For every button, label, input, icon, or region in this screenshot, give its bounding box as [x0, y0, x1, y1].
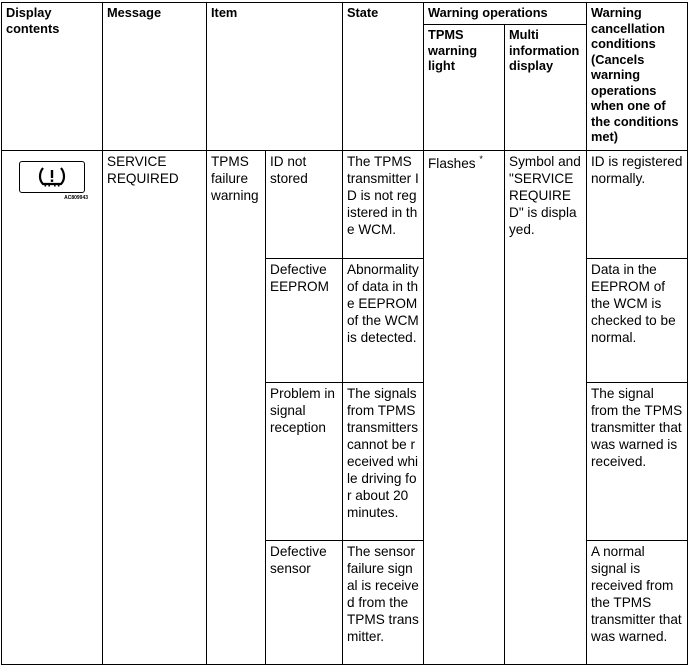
message-cell: SERVICE REQUIRED: [103, 151, 207, 665]
state-cell: The signals from TPMS transmitters cannot be received while driving for about 20 minutes.: [343, 383, 424, 541]
tpms-light-value: Flashes: [428, 156, 476, 171]
header-warning-operations: Warning operations: [424, 3, 587, 25]
state-cell: The sensor failure signal is received from the TPMS transmitter.: [343, 541, 424, 665]
tpms-light-cell: [424, 151, 505, 665]
header-state: State: [343, 3, 424, 151]
header-multi-information-display: Multi information display: [505, 25, 587, 151]
item-cell: TPMS failure warning: [207, 151, 266, 665]
footnote-mark: *: [479, 154, 483, 164]
state-cell: The TPMS transmitter ID is not registered in the WCM.: [343, 151, 424, 259]
header-display-contents: Display contents: [2, 3, 103, 151]
cancel-condition-cell: The signal from the TPMS transmitter that was warned is received.: [587, 383, 688, 541]
sub-item-cell: Defective EEPROM: [266, 259, 343, 383]
cancel-condition-cell: A normal signal is received from the TPMS transmitter that was warned.: [587, 541, 688, 665]
display-contents-cell: [2, 151, 103, 665]
tpms-tire-pressure-warning-icon: [19, 161, 85, 193]
table-row: [2, 151, 688, 259]
sub-item-cell: Problem in signal reception: [266, 383, 343, 541]
header-cancellation-conditions: Warning cancellation conditions (Cancels warning operations when one of the conditions met): [587, 3, 688, 151]
cancel-condition-cell: Data in the EEPROM of the WCM is checked to be normal.: [587, 259, 688, 383]
multi-display-cell: Symbol and "SERVICE REQUIRED" is displayed.: [505, 151, 587, 665]
sub-item-cell: ID not stored: [266, 151, 343, 259]
header-item: Item: [207, 3, 343, 151]
header-row: [2, 3, 688, 25]
icon-code-label: AC809943: [64, 195, 88, 201]
header-message: Message: [103, 3, 207, 151]
cancel-condition-cell: ID is registered normally.: [587, 151, 688, 259]
header-tpms-warning-light: TPMS warning light: [424, 25, 505, 151]
tpms-warning-table: [1, 2, 688, 665]
sub-item-cell: Defective sensor: [266, 541, 343, 665]
state-cell: Abnormality of data in the EEPROM of the WCM is detected.: [343, 259, 424, 383]
